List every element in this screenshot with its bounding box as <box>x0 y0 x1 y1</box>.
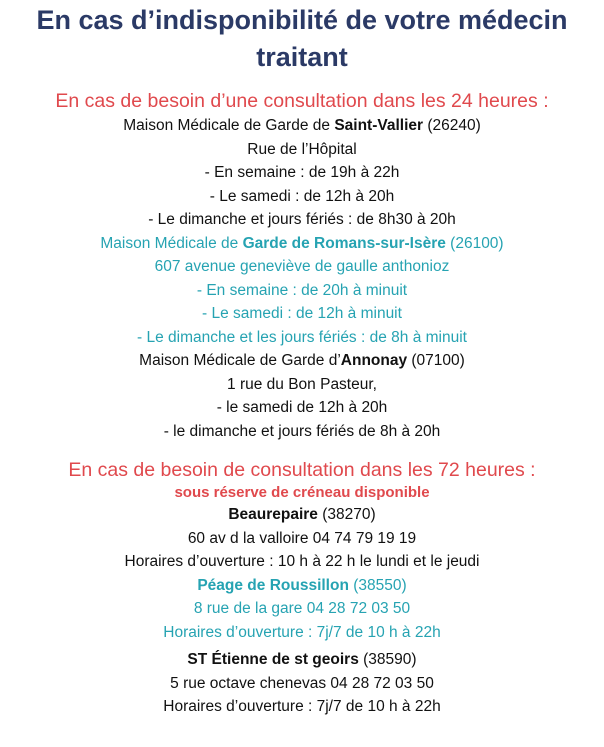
section-24h-heading: En cas de besoin d’une consultation dans les 24 heures : <box>55 90 549 112</box>
centre-name: Péage de Roussillon <box>197 576 349 594</box>
title-line-2: traitant <box>256 42 348 72</box>
section-24h <box>0 88 604 443</box>
page-title <box>0 0 604 76</box>
centre-name: Beaurepaire <box>228 506 318 523</box>
hours-line: - Le dimanche et jours fériés : de 8h30 à 20h <box>148 211 456 228</box>
centre-title: Maison Médicale de Garde de Romans-sur-Isère (26100) <box>100 234 504 252</box>
centre-address: Rue de l’Hôpital <box>247 140 357 158</box>
centre-peage-de-roussillon <box>0 574 604 645</box>
centre-title: ST Étienne de st geoirs (38590) <box>187 651 417 668</box>
centre-name: Annonay <box>340 352 408 369</box>
hours-line: - le dimanche et jours fériés de 8h à 20h <box>163 422 441 440</box>
availability-note: sous réserve de créneau disponible <box>174 484 430 501</box>
opening-hours: Horaires d’ouverture : 7j/7 de 10 h à 22h <box>163 623 441 641</box>
centre-title: Maison Médicale de Garde de Saint-Vallier (26240) <box>123 117 481 134</box>
hours-line: - le samedi de 12h à 20h <box>216 399 388 416</box>
centre-address: 607 avenue geneviève de gaulle anthonioz <box>154 258 450 275</box>
hours-line: - En semaine : de 20h à minuit <box>196 281 408 299</box>
centre-name: ST Étienne de st geoirs <box>187 651 359 668</box>
hours-line: - Le samedi : de 12h à 20h <box>209 187 395 205</box>
centre-romans <box>0 232 604 350</box>
centre-saint-vallier <box>0 114 604 232</box>
centre-name: Garde de Romans-sur-Isère <box>242 234 446 252</box>
centre-name: Saint-Vallier <box>334 117 424 134</box>
centre-title: Péage de Roussillon (38550) <box>197 576 407 594</box>
centre-address: 1 rue du Bon Pasteur, <box>227 375 377 393</box>
hours-line: - Le samedi : de 12h à minuit <box>202 305 402 322</box>
centre-address: 5 rue octave chenevas 04 28 72 03 50 <box>170 674 434 692</box>
centre-address: 60 av d la valloire 04 74 79 19 19 <box>187 529 417 547</box>
section-72h <box>0 457 604 719</box>
title-line-1: En cas d’indisponibilité de votre médecin <box>36 5 568 35</box>
centre-address: 8 rue de la gare 04 28 72 03 50 <box>193 600 411 617</box>
section-72h-heading: En cas de besoin de consultation dans les 72 heures : <box>68 459 536 481</box>
centre-st-etienne-de-st-geoirs <box>0 648 604 719</box>
centre-title: Beaurepaire (38270) <box>228 506 376 523</box>
opening-hours: Horaires d’ouverture : 10 h à 22 h le lundi et le jeudi <box>124 553 480 570</box>
hours-line: - Le dimanche et les jours fériés : de 8h à minuit <box>137 328 467 346</box>
centre-title: Maison Médicale de Garde d’Annonay (07100) <box>139 352 465 369</box>
centre-beaurepaire <box>0 503 604 574</box>
hours-line: - En semaine : de 19h à 22h <box>204 164 400 181</box>
opening-hours: Horaires d’ouverture : 7j/7 de 10 h à 22h <box>163 698 441 715</box>
centre-annonay <box>0 349 604 443</box>
